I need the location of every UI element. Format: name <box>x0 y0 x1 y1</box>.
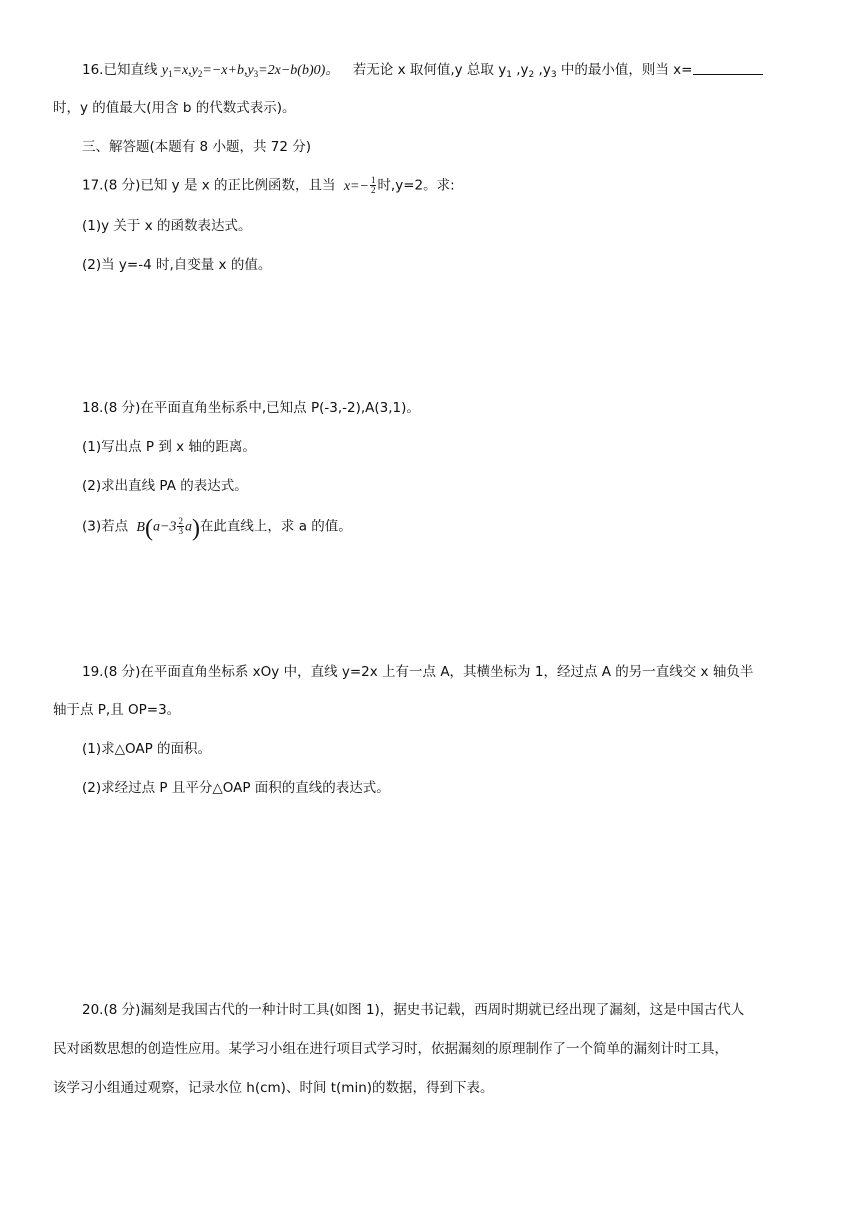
q17-stem: 17.(8 分)已知 y 是 x 的正比例函数，且当 x=− $\frac{1}{2}$ 时,y=2。求: <box>82 175 455 195</box>
q16-condition: 若无论 x 取何值,y 总取 $y_1$ $,y_2$ $,y_3$ 中的最小值，则当 x= <box>352 62 693 80</box>
q16-line1 <box>82 61 763 84</box>
q16-line2: 时，y 的值最大(用含 b 的代数式表示)。 <box>53 100 296 116</box>
q19-line1: 19.(8 分)在平面直角坐标系 xOy 中，直线 y=2x 上有一点 A，其横坐标为 1，经过点 A 的另一直线交 x 轴负半 <box>82 664 754 680</box>
q18-stem: 18.(8 分)在平面直角坐标系中,已知点 P(-3,-2),A(3,1)。 <box>82 400 420 416</box>
q18-fraction: $\frac{2}{3}$ <box>178 516 183 536</box>
q18-part3: (3)若点 B(a−3 $\frac{2}{3}$ a)在此直线上，求 a 的值。 <box>82 515 352 542</box>
q17-fraction: $\frac{1}{2}$ <box>370 175 376 195</box>
q20-line3: 该学习小组通过观察，记录水位 h(cm)、时间 t(min)的数据，得到下表。 <box>53 1080 494 1096</box>
q16-answer-blank[interactable] <box>693 61 763 75</box>
q17-part1: (1)y 关于 x 的函数表达式。 <box>82 218 252 234</box>
q20-line1: 20.(8 分)漏刻是我国古代的一种计时工具(如图 1)，据史书记载，西周时期就已经出现了漏刻，这是中国古代人 <box>82 1002 745 1018</box>
q19-line2: 轴于点 P,且 OP=3。 <box>53 702 181 718</box>
q18-part1: (1)写出点 P 到 x 轴的距离。 <box>82 439 256 455</box>
q16-lead: 16.已知直线 <box>82 62 158 78</box>
q20-line2: 民对函数思想的创造性应用。某学习小组在进行项目式学习时，依据漏刻的原理制作了一个简单的漏刻计时工具， <box>53 1041 728 1057</box>
q19-part2: (2)求经过点 P 且平分△OAP 面积的直线的表达式。 <box>82 780 390 796</box>
q18-part2: (2)求出直线 PA 的表达式。 <box>82 478 248 494</box>
q17-part2: (2)当 y=-4 时,自变量 x 的值。 <box>82 257 272 273</box>
q19-part1: (1)求△OAP 的面积。 <box>82 741 212 757</box>
section-heading: 三、解答题(本题有 8 小题，共 72 分) <box>82 139 311 155</box>
q16-lines: $y_1=x,y_2=-x+b,y_3=2x-b(b)0$)。 <box>161 63 340 79</box>
